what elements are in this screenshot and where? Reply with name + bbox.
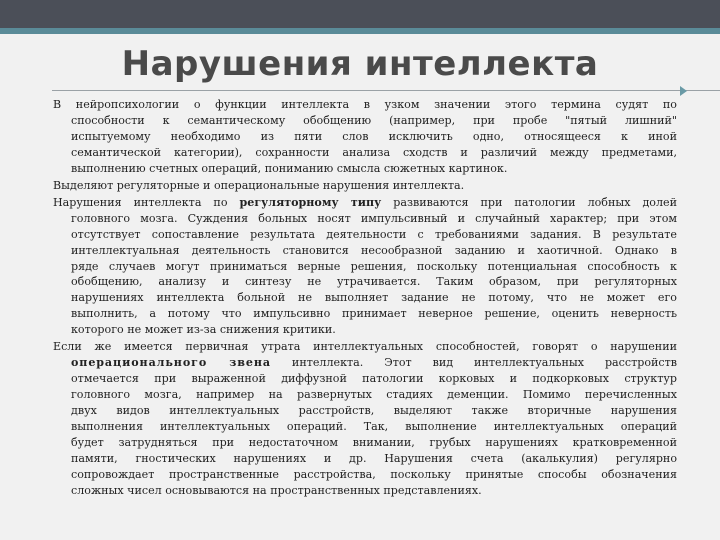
text-line: Если же имеется первичная утрата интеллектуальных способностей, говорят о нарушении (53, 340, 677, 354)
text-line: нарушениях интеллекта больной не выполняет задание не потому, что не может его (71, 291, 677, 305)
text-line: В нейропсихологии о функции интеллекта в узком значении этого термина судят по (53, 98, 677, 111)
text-line: которого не может из-за снижения критики. (71, 323, 336, 337)
text-segment: развиваются при патологии лобных долей (381, 195, 677, 209)
text-line (53, 195, 677, 211)
text-segment: Нарушения интеллекта по (53, 195, 240, 209)
text-line: отсутствует сопоставление результата деятельности с требованиями задания. В результате (71, 227, 677, 241)
text-line: испытуемому необходимо из пяти слов исключить одно, относящееся к иной (71, 129, 677, 143)
paragraph-2 (53, 178, 677, 194)
text-line: будет затрудняться при недостаточном внимании, грубых нарушениях кратковременной (71, 436, 677, 450)
paragraph-1 (53, 97, 677, 177)
text-line: двух видов интеллектуальных расстройств, выделяют также вторичные нарушения (71, 404, 677, 418)
text-line: выполнения интеллектуальных операций. Так, выполнение интеллектуальных операций (71, 420, 677, 434)
text-line: сложных чисел основываются на пространственных представлениях. (71, 483, 482, 497)
top-bar-accent (0, 28, 720, 34)
text-line: памяти, гностических нарушениях и др. Нарушения счета (акалькулия) регулярно (71, 451, 677, 465)
text-line: выполнить, а потому что импульсивно принимает неверное решение, оценить неверность (71, 307, 677, 321)
text-line: Выделяют регуляторные и операциональные нарушения интеллекта. (53, 178, 465, 192)
divider-arrow-icon (680, 86, 687, 96)
text-line: интеллектуальная деятельность становится несообразной заданию и хаотичной. Однако в (71, 243, 677, 257)
text-line: способности к семантическому обобщению (например, при пробе "пятый лишний" (71, 113, 677, 127)
slide-body (53, 97, 677, 500)
title-divider (52, 90, 720, 91)
term-operational-link: операционального звена (71, 356, 271, 370)
text-line: выполнению счетных операций, пониманию смысла сюжетных картинок. (71, 161, 508, 175)
text-line: ряде случаев могут приниматься верные решения, поскольку потенциальная способность к (71, 259, 677, 273)
text-line: обобщению, анализу и синтезу не утрачивается. Таким образом, при регуляторных (71, 275, 677, 289)
text-line: головного мозга, например на развернутых стадиях деменции. Помимо перечисленных (71, 388, 677, 402)
text-line: отмечается при выраженной диффузной патологии корковых и подкорковых структур (71, 372, 677, 386)
text-line: семантической категории), сохранности анализа сходств и различий между предметами, (71, 145, 677, 159)
paragraph-3 (53, 195, 677, 339)
slide-title: Нарушения интеллекта (121, 44, 599, 84)
text-segment: интеллекта. Этот вид интеллектуальных расстройств (270, 356, 677, 370)
top-bar (0, 0, 720, 28)
term-regulatory-type: регуляторному типу (239, 195, 382, 209)
paragraph-4 (53, 339, 677, 499)
text-line: головного мозга. Суждения больных носят импульсивный и случайный характер; при этом (71, 211, 677, 225)
text-line (53, 355, 677, 371)
text-line: сопровождает пространственные расстройства, поскольку принятые способы обозначения (71, 467, 677, 481)
